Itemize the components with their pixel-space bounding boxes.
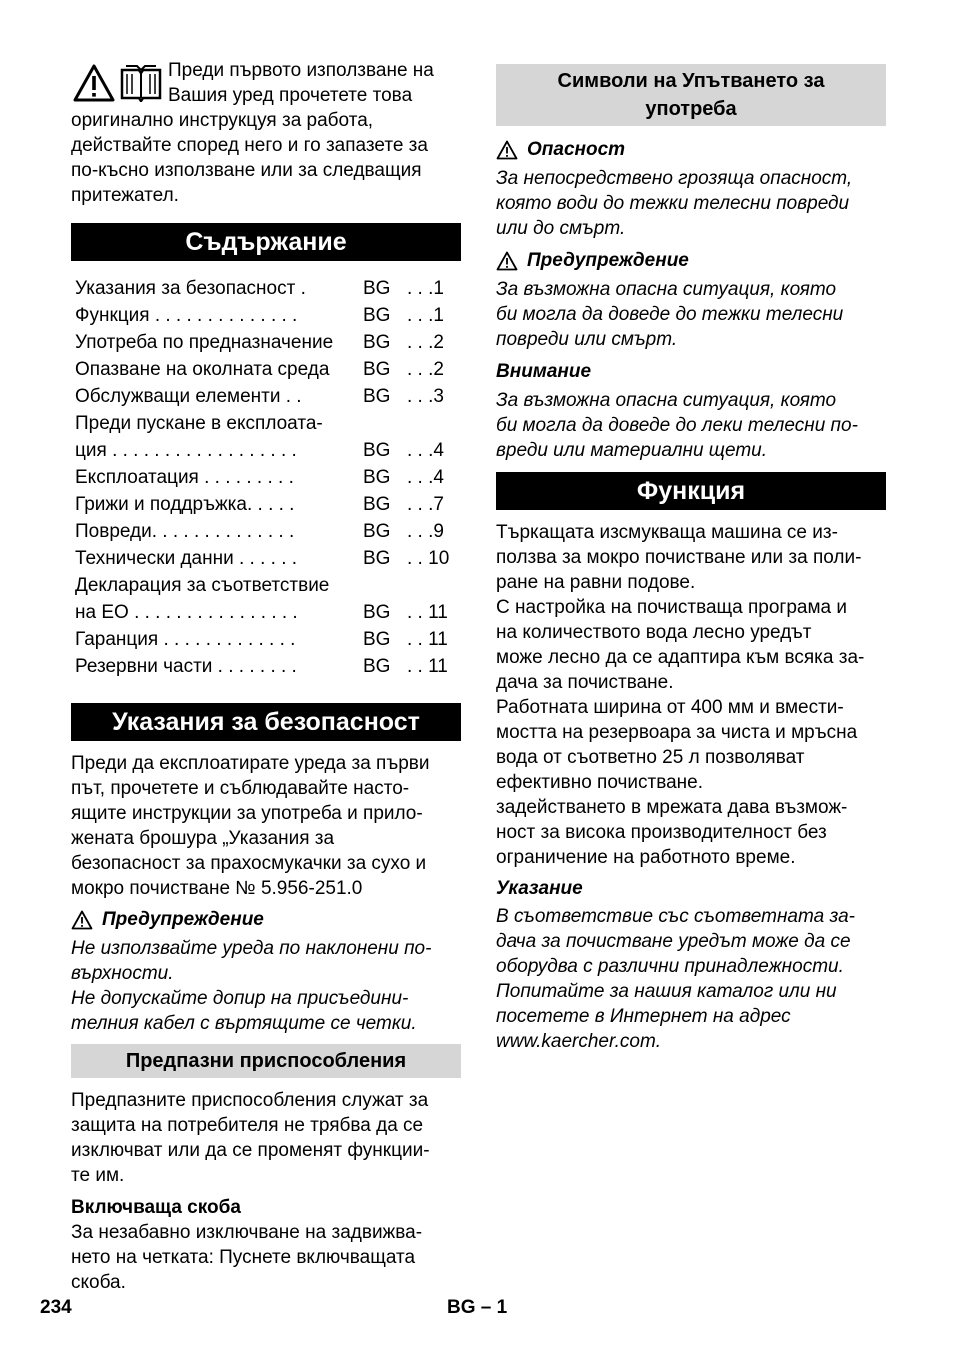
toc-leader-dots: . . .: [407, 278, 434, 299]
danger-heading: [496, 137, 886, 162]
danger-text: [496, 166, 886, 241]
caution-line: би могла да доведе до леки телесни по-: [496, 415, 858, 436]
toc-entry-lang: BG: [363, 629, 391, 650]
symbols-warning-title: Предупреждение: [527, 250, 689, 271]
toc-entry-title: Гаранция . . . . . . . . . . . . .: [75, 629, 296, 650]
toc-entry-title: Експлоатация . . . . . . . . .: [75, 467, 294, 488]
toc-page-number: 1: [433, 278, 444, 299]
symbols-warning-line: повреди или смърт.: [496, 329, 678, 350]
toc-entry-lang: BG: [363, 305, 391, 326]
intro-line: действайте според него и го запазете за: [71, 135, 428, 156]
toc-leader-dots: . .: [407, 656, 429, 677]
note-line: В съответствие със съответната за-: [496, 906, 855, 927]
safety-intro-line: Преди да експлоатирате уреда за първи: [71, 753, 430, 774]
toc-entry-title: Функция . . . . . . . . . . . . . .: [75, 305, 298, 326]
danger-line: За непосредствено грозяща опасност,: [496, 168, 853, 189]
toc-entry-title: Указания за безопасност .: [75, 278, 306, 299]
danger-title: Опасност: [527, 139, 626, 160]
function-line: Работната ширина от 400 мм и вмести-: [496, 697, 844, 718]
switch-text: [71, 1220, 461, 1295]
toc-row: [71, 408, 461, 435]
symbols-title-line: Символи на Упътването за: [557, 70, 825, 92]
toc-page-number: 2: [433, 359, 444, 380]
toc-entry-lang: BG: [363, 494, 391, 515]
warning-triangle-icon: [496, 251, 518, 271]
safety-intro-line: мокро почистване № 5.956-251.0: [71, 878, 363, 899]
toc-page-number: 4: [433, 467, 444, 488]
toc-entry-title: Обслужващи елементи . .: [75, 386, 302, 407]
toc-page-number: 11: [428, 602, 448, 623]
toc-row: [71, 354, 461, 381]
intro-block: [71, 58, 461, 208]
toc-entry-title: на ЕО . . . . . . . . . . . . . . . .: [75, 602, 298, 623]
safety-title: Указания за безопасност: [71, 703, 461, 741]
toc-row: [71, 462, 461, 489]
toc-page-number: 3: [433, 386, 444, 407]
toc-entry-title: Повреди. . . . . . . . . . . . . .: [75, 521, 295, 542]
toc-entry-lang: BG: [363, 656, 391, 677]
toc-entry-title: Технически данни . . . . . .: [75, 548, 298, 569]
safety-warning-line: върхности.: [71, 963, 174, 984]
toc-page-number: 10: [428, 548, 450, 569]
toc-row: [71, 381, 461, 408]
toc-row: [71, 570, 461, 597]
toc-entry-lang: BG: [363, 332, 391, 353]
toc-row: [71, 435, 461, 462]
toc-entry-lang: BG: [363, 386, 391, 407]
function-line: ефективно почистване.: [496, 772, 703, 793]
toc-leader-dots: . .: [407, 629, 429, 650]
toc-entry-title: Декларация за съответствие: [75, 575, 330, 596]
warning-triangle-icon: [71, 910, 93, 930]
toc-page-number: 2: [433, 332, 444, 353]
toc-page-number: 7: [433, 494, 444, 515]
toc-leader-dots: . .: [407, 548, 429, 569]
footer-lang-page: BG – 1: [447, 1297, 508, 1318]
safety-warning-line: Не допускайте допир на присъедини-: [71, 988, 409, 1009]
intro-line: Преди първото използване на: [168, 60, 434, 81]
symbols-title-line: употреба: [645, 98, 737, 120]
symbols-title: [496, 64, 886, 126]
safety-warning-line: Не използвайте уреда по наклонени по-: [71, 938, 432, 959]
function-line: мостта на резервоара за чиста и мръсна: [496, 722, 858, 743]
toc-entry-title: Опазване на околната среда: [75, 359, 330, 380]
caution-line: вреди или материални щети.: [496, 440, 768, 461]
left-column: [71, 58, 461, 1295]
toc-entry-title: Резервни части . . . . . . . .: [75, 656, 297, 677]
function-line: дача за почистване.: [496, 672, 674, 693]
toc-entry-page: [407, 489, 461, 516]
safety-intro-line: жената брошура „Указания за: [71, 828, 335, 849]
toc-entry-page: [407, 300, 461, 327]
safety-intro-line: безопасност за прахосмукачки за сухо и: [71, 853, 427, 874]
note-text: [496, 904, 886, 1054]
safety-warning-title: Предупреждение: [102, 909, 264, 930]
toc-entry-page: [407, 651, 461, 678]
toc-entry-title: Употреба по предназначение: [75, 332, 334, 353]
intro-line: по-късно използване или за следващия: [71, 160, 422, 181]
function-line: С настройка на почистваща програма и: [496, 597, 848, 618]
toc-entry-lang: BG: [363, 359, 391, 380]
toc-row: [71, 273, 461, 300]
toc-row: [71, 543, 461, 570]
toc-entry-lang: BG: [363, 440, 391, 461]
note-line: оборудва с различни принадлежности.: [496, 956, 844, 977]
danger-line: която води до тежки телесни повреди: [496, 193, 850, 214]
devices-line: защита на потребителя не трябва да се: [71, 1115, 424, 1136]
intro-line: притежател.: [71, 185, 179, 206]
toc-entry-lang: BG: [363, 467, 391, 488]
toc-leader-dots: . . .: [407, 467, 434, 488]
toc-page-number: 11: [428, 629, 448, 650]
function-line: ограничение на работното време.: [496, 847, 796, 868]
danger-line: или до смърт.: [496, 218, 626, 239]
note-line: Попитайте за нашия каталог или ни: [496, 981, 837, 1002]
toc-leader-dots: . . .: [407, 494, 434, 515]
toc-page-number: 1: [433, 305, 444, 326]
toc-entry-title: ция . . . . . . . . . . . . . . . . . .: [75, 440, 297, 461]
symbols-warning-text: [496, 277, 886, 352]
function-title: Функция: [496, 472, 886, 510]
note-line: www.kaercher.com.: [496, 1031, 662, 1052]
toc-entry-lang: [363, 408, 407, 435]
caution-text: [496, 388, 886, 463]
warning-triangle-icon: [496, 140, 518, 160]
toc-entry-page: [407, 597, 461, 624]
toc-row: [71, 651, 461, 678]
toc-leader-dots: . . .: [407, 521, 434, 542]
toc-entry-page: [407, 624, 461, 651]
toc-row: [71, 597, 461, 624]
toc-entry-page: [407, 381, 461, 408]
toc-leader-dots: . .: [407, 602, 429, 623]
toc-row: [71, 516, 461, 543]
toc-table: [71, 273, 461, 678]
function-body: [496, 520, 886, 870]
toc-entry-page: [407, 543, 461, 570]
function-line: задействането в мрежата дава възмож-: [496, 797, 848, 818]
devices-title: Предпазни приспособления: [71, 1044, 461, 1078]
function-line: Търкащата изсмукваща машина се из-: [496, 522, 838, 543]
toc-page-number: 11: [428, 656, 448, 677]
toc-leader-dots: . . .: [407, 386, 434, 407]
caution-line: За възможна опасна ситуация, която: [496, 390, 837, 411]
devices-line: изключват или да се променят функции-: [71, 1140, 430, 1161]
devices-line: те им.: [71, 1165, 125, 1186]
toc-entry-page: [407, 516, 461, 543]
toc-entry-title: Грижи и поддръжка. . . . .: [75, 494, 295, 515]
switch-line: За незабавно изключване на задвижва-: [71, 1222, 423, 1243]
safety-warning-line: телния кабел с въртящите се четки.: [71, 1013, 417, 1034]
symbols-warning-line: За възможна опасна ситуация, която: [496, 279, 837, 300]
function-line: може лесно да се адаптира към всяка за-: [496, 647, 865, 668]
toc-entry-lang: BG: [363, 602, 391, 623]
switch-title: Включваща скоба: [71, 1197, 241, 1218]
toc-leader-dots: . . .: [407, 440, 434, 461]
toc-page-number: 4: [433, 440, 444, 461]
function-line: на количеството вода лесно уредът: [496, 622, 812, 643]
switch-line: нето на четката: Пуснете включващата: [71, 1247, 416, 1268]
toc-row: [71, 300, 461, 327]
safety-intro-line: ящите инструкции за употреба и прило-: [71, 803, 423, 824]
note-line: дача за почистване уредът може да се: [496, 931, 851, 952]
warning-triangle-icon: [73, 64, 115, 102]
function-line: вода от съответно 25 л позволяват: [496, 747, 805, 768]
function-line: ползва за мокро почистване или за поли-: [496, 547, 862, 568]
toc-entry-page: [407, 570, 461, 597]
toc-entry-page: [407, 327, 461, 354]
toc-entry-page: [407, 408, 461, 435]
note-title: Указание: [496, 878, 583, 899]
safety-warning-text: [71, 936, 461, 1036]
toc-entry-lang: BG: [363, 278, 391, 299]
toc-leader-dots: . . .: [407, 332, 434, 353]
caution-title: Внимание: [496, 361, 592, 382]
safety-warning-heading: [71, 907, 461, 932]
toc-entry-page: [407, 462, 461, 489]
symbols-warning-line: би могла да доведе до тежки телесни: [496, 304, 844, 325]
toc-entry-page: [407, 273, 461, 300]
intro-line: оригинално инструкцуя за работа,: [71, 110, 374, 131]
safety-intro-line: път, прочетете и съблюдавайте насто-: [71, 778, 410, 799]
toc-entry-lang: BG: [363, 548, 391, 569]
toc-leader-dots: . . .: [407, 305, 434, 326]
function-line: ност за висока производителност без: [496, 822, 827, 843]
intro-icons: [73, 64, 163, 102]
toc-entry-title: Преди пускане в експлоата-: [75, 413, 323, 434]
intro-line: Вашия уред прочетете това: [168, 85, 413, 106]
toc-entry-page: [407, 354, 461, 381]
toc-row: [71, 327, 461, 354]
right-column: [496, 64, 886, 1054]
manual-book-icon: [119, 64, 163, 102]
devices-line: Предпазните приспособления служат за: [71, 1090, 429, 1111]
note-line: посетете в Интернет на адрес: [496, 1006, 791, 1027]
toc-page-number: 9: [433, 521, 444, 542]
toc-title: Съдържание: [71, 223, 461, 261]
toc-leader-dots: . . .: [407, 359, 434, 380]
devices-text: [71, 1088, 461, 1188]
function-line: ране на равни подове.: [496, 572, 696, 593]
toc-entry-lang: [363, 570, 407, 597]
toc-entry-page: [407, 435, 461, 462]
page-number: 234: [40, 1297, 72, 1318]
toc-entry-lang: BG: [363, 521, 391, 542]
symbols-warning-heading: [496, 248, 886, 273]
toc-row: [71, 489, 461, 516]
toc-row: [71, 624, 461, 651]
safety-intro: [71, 751, 461, 901]
switch-line: скоба.: [71, 1272, 126, 1293]
